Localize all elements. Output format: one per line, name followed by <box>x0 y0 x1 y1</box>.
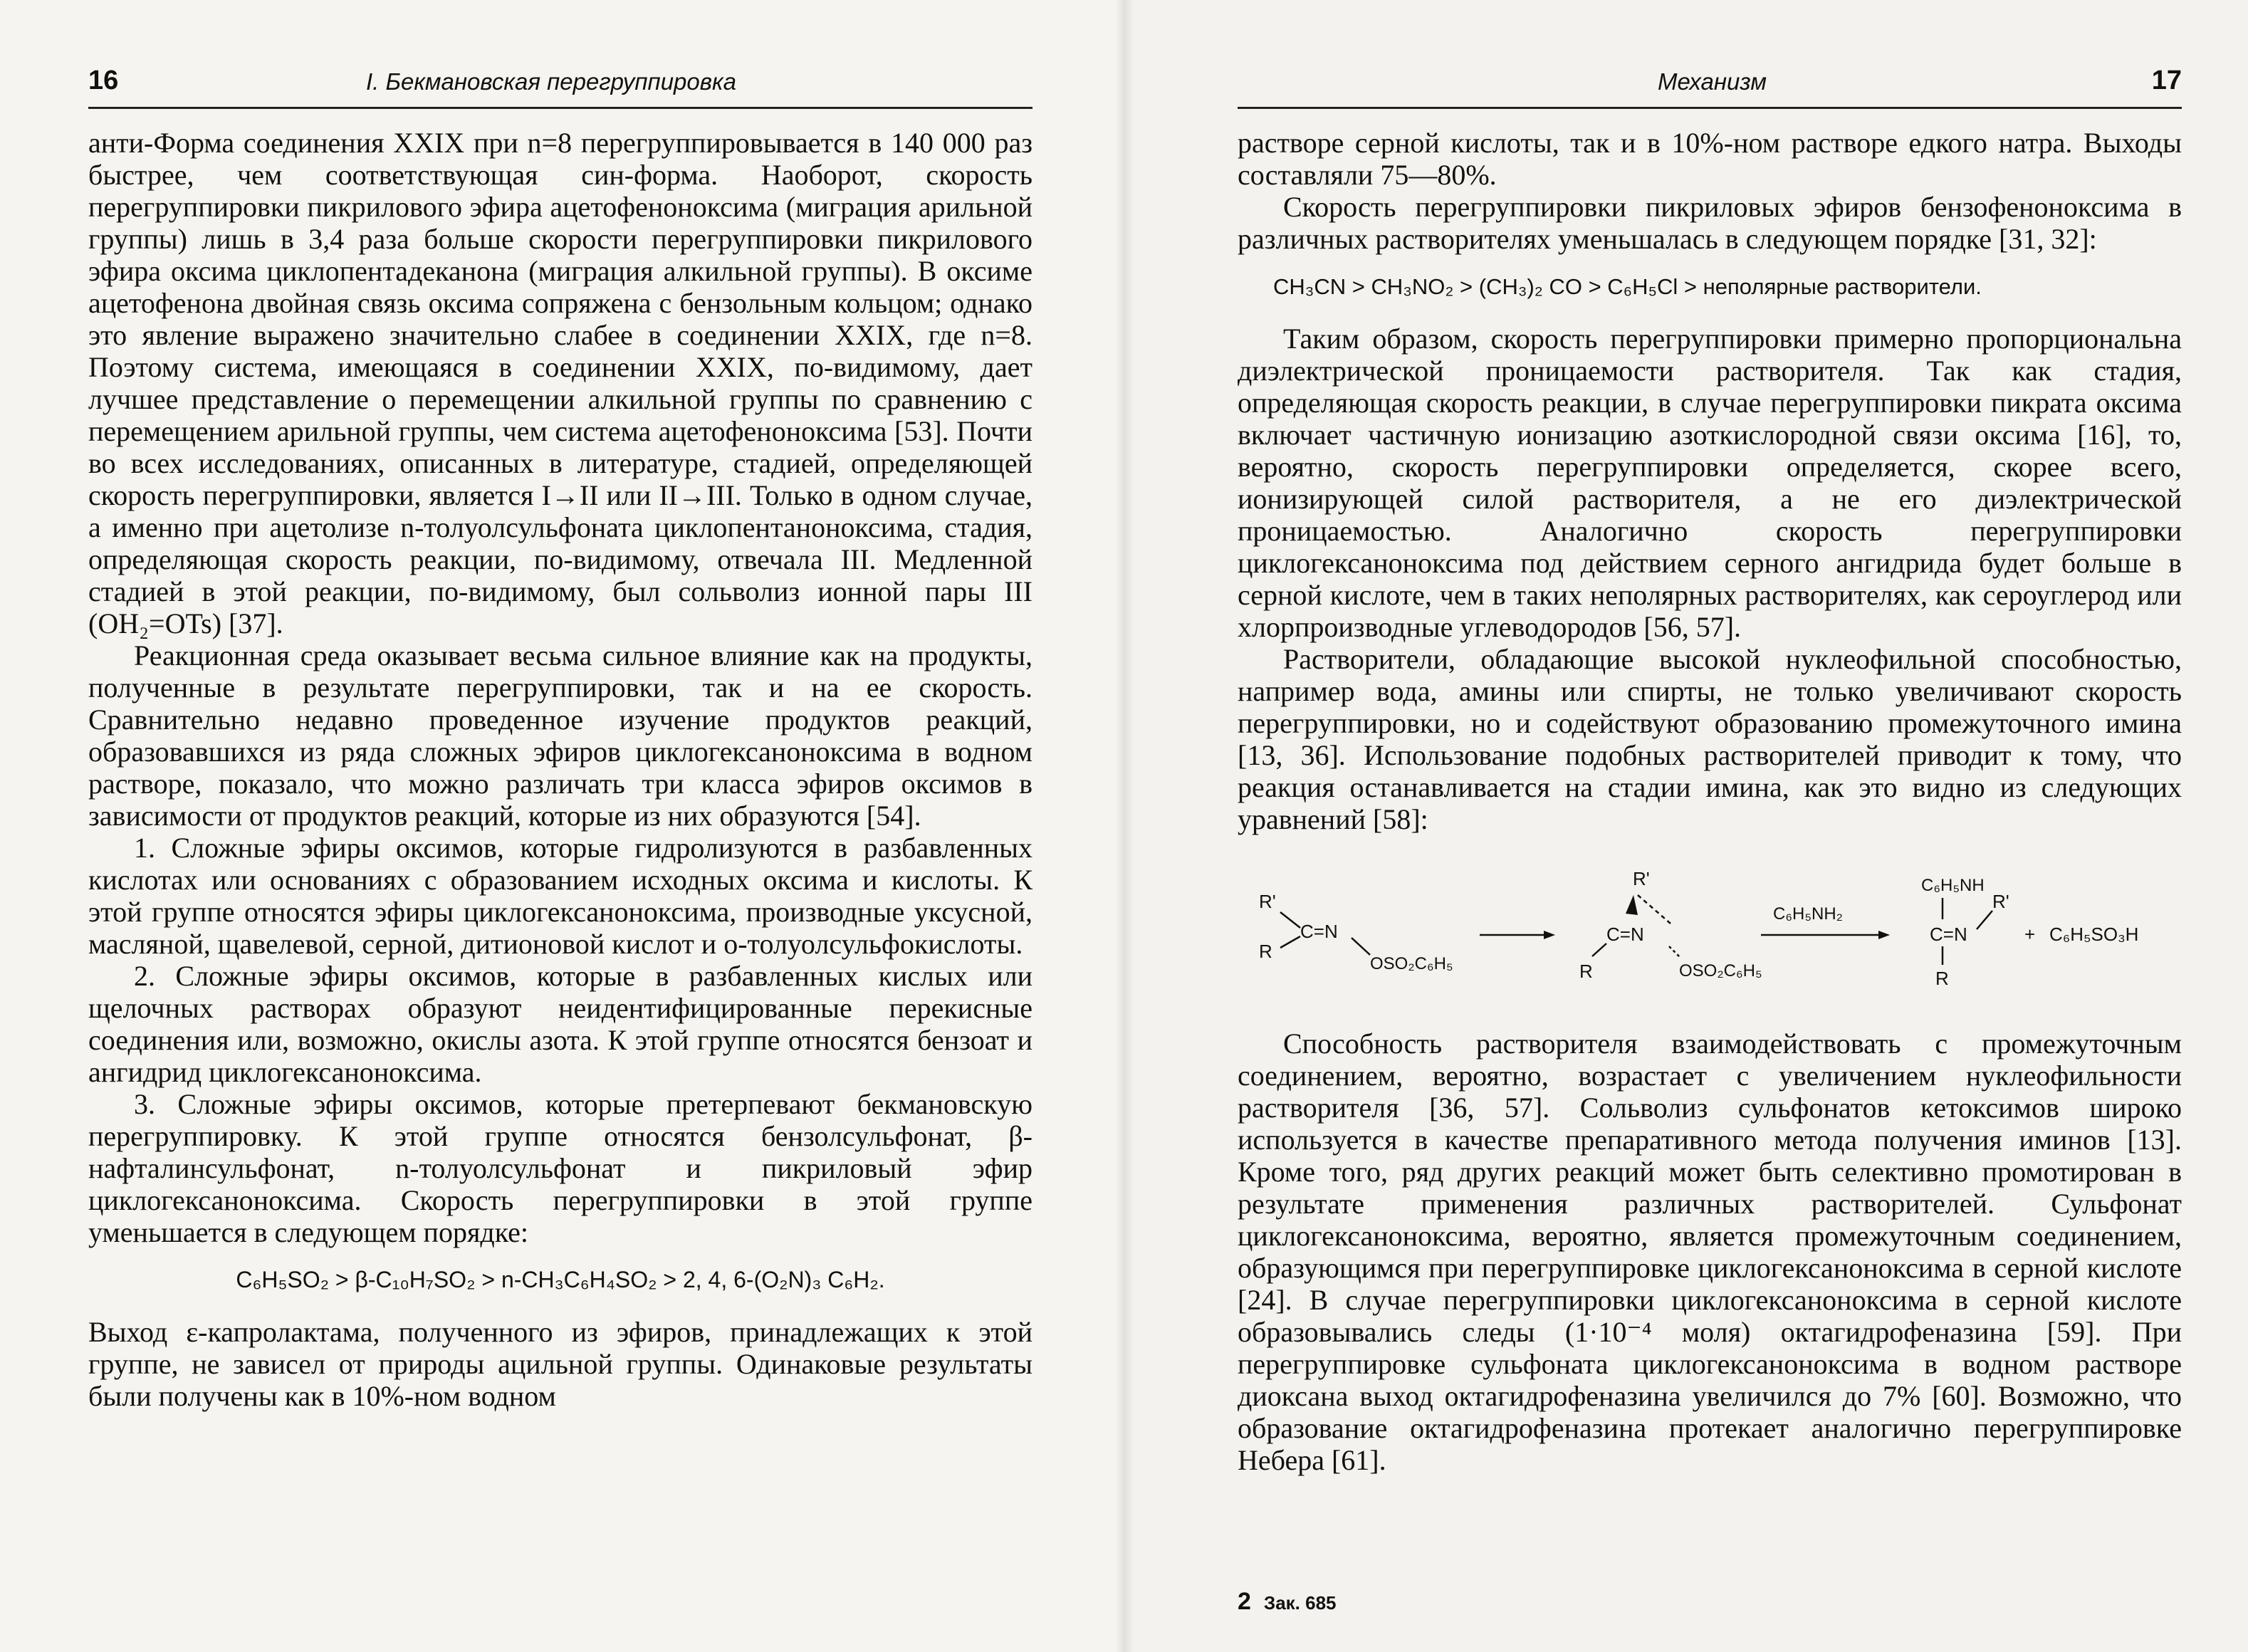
reaction-scheme-drawing <box>1238 864 2182 999</box>
scheme-cn: C=N <box>1300 921 1338 942</box>
scheme-r-prime-intermediate: R' <box>1633 868 1650 889</box>
scheme-oso2-intermediate: OSO₂C₆H₅ <box>1679 961 1762 981</box>
paragraph: Таким образом, скорость перегруппировки примерно пропорциональна диэлектрической проницаемости растворителя. Так как стадия, определяющая скорость реакции, в случае перегруппировки пикрата оксима включает частичную ионизацию азоткислородной связи оксима [16], то, вероятно, скорость перегруппировки определяется, скорее всего, ионизирующей силой растворителя, а не его диэлектрической проницаемостью. Аналогично скорость перегруппировки циклогексаноноксима под действием серного ангидрида будет больше в серной кислоте, чем в таких неполярных растворителях, как сероуглерод или хлорпроизводные углеводородов [56, 57]. <box>1238 323 2182 643</box>
running-title: Механизм <box>1658 68 1767 95</box>
reaction-scheme <box>1238 864 2182 999</box>
scheme-oso2: OSO₂C₆H₅ <box>1370 954 1453 973</box>
scheme-reagent: C₆H₅NH₂ <box>1773 904 1843 924</box>
paragraph: Способность растворителя взаимодействовать с промежуточным соединением, вероятно, возрастает с увеличением нуклеофильности растворителя [36, 57]. Сольволиз сульфонатов кетоксимов широко используется в качестве препаративного метода получения иминов [13]. Кроме того, ряд других реакций может быть селективно промотирован в результате применения различных растворителей. Сульфонат циклогексаноноксима, вероятно, является промежуточным соединением, образующимся при перегруппировке циклогексаноноксима в серной кислоте [24]. В случае перегруппировки циклогексаноноксима в серной кислоте образовывались следы (1·10⁻⁴ моля) октагидрофеназина [59]. При перегруппировке сульфоната циклогексаноноксима в водном растворе диоксана выход октагидрофеназина увеличился до 7% [60]. Возможно, что образование октагидрофеназина протекает аналогично перегруппировке Небера [61]. <box>1238 1028 2182 1476</box>
scheme-cn-product: C=N <box>1930 924 1967 945</box>
paragraph: Растворители, обладающие высокой нуклеофильной способностью, например вода, амины или спирты, не только увеличивают скорость перегруппировки, но и содействуют образованию промежуточного имина [13, 36]. Использование подобных растворителей приводит к тому, что реакция останавливается на стадии имина, как это видно из следующих уравнений [58]: <box>1238 643 2182 835</box>
page-number: 16 <box>88 66 119 95</box>
scheme-r-product: R <box>1935 968 1949 989</box>
paragraph: Реакционная среда оказывает весьма сильное влияние как на продукты, полученные в результате перегруппировки, так и на ее скорость. Сравнительно недавно проведенное изучение продуктов реакций, образовавшихся из ряда сложных эфиров циклогексаноноксима в водном растворе, показало, что можно различать три класса эфиров оксимов в зависимости от продуктов реакций, которые из них образуются [54]. <box>88 639 1032 832</box>
scheme-byproduct: C₆H₅SO₃H <box>2049 924 2139 945</box>
scheme-plus: + <box>2024 924 2036 945</box>
paragraph: 3. Сложные эфиры оксимов, которые претерпевают бекмановскую перегруппировку. К этой группе относятся бензолсульфонат, β-нафталинсульфонат, n-толуолсульфонат и пикриловый эфир циклогексаноноксима. Скорость перегруппировки в этой группе уменьшается в следующем порядке: <box>88 1088 1032 1248</box>
formula-sulfonate-order: C₆H₅SO₂ > β-C₁₀H₇SO₂ > n-CH₃C₆H₄SO₂ > 2, 4, 6-(O₂N)₃ C₆H₂. <box>236 1267 885 1292</box>
order-number: Зак. 685 <box>1263 1592 1337 1614</box>
paragraph: Скорость перегруппировки пикриловых эфиров бензофеноноксима в различных растворителях уменьшалась в следующем порядке [31, 32]: <box>1238 191 2182 255</box>
scheme-r-prime: R' <box>1259 891 1276 912</box>
paragraph: Выход ε-капролактама, полученного из эфиров, принадлежащих к этой группе, не зависел от природы ацильной группы. Одинаковые результаты были получены как в 10%-ном водном <box>88 1316 1032 1412</box>
signature-mark <box>1238 1588 1337 1616</box>
left-header <box>88 66 1032 109</box>
scheme-cn-intermediate: C=N <box>1606 924 1644 945</box>
paragraph: растворе серной кислоты, так и в 10%-ном растворе едкого натра. Выходы составляли 75—80%. <box>1238 127 2182 191</box>
book-gutter <box>1115 0 1134 1652</box>
right-header <box>1238 66 2182 109</box>
formula-solvent-order: CH₃CN > CH₃NO₂ > (CH₃)₂ CO > C₆H₅Cl > неполярные растворители. <box>1273 274 1982 299</box>
right-page <box>1124 0 2248 1652</box>
right-body <box>1238 127 2182 1476</box>
paragraph: анти-Форма соединения XXIX при n=8 перегруппировывается в 140 000 раз быстрее, чем соответствующая син-форма. Наоборот, скорость перегруппировки пикрилового эфира ацетофеноноксима (миграция арильной группы) лишь в 3,4 раза больше скорости перегруппировки пикрилового эфира оксима циклопентадеканона (миграция алкильной группы). В оксиме ацетофенона двойная связь оксима сопряжена с бензольным кольцом; однако это явление выражено значительно слабее в соединении XXIX, где n=8. Поэтому система, имеющаяся в соединении XXIX, по-видимому, дает лучшее представление о перемещении алкильной группы по сравнению с перемещением арильной группы, чем система ацетофеноноксима [53]. Почти во всех исследованиях, описанных в литературе, стадией, определяющей скорость перегруппировки, является I→II или II→III. Только в одном случае, а именно при ацетолизе n-толуолсульфоната циклопентаноноксима, стадия, определяющая скорость реакции, по-видимому, отвечала III. Медленной стадией в этой реакции, по-видимому, был сольволиз ионной пары III (OH₂=OTs) [37]. <box>88 127 1032 639</box>
scheme-r-intermediate: R <box>1579 961 1593 982</box>
scheme-c6h5nh: C₆H₅NH <box>1921 876 1985 895</box>
paragraph: 2. Сложные эфиры оксимов, которые в разбавленных кислых или щелочных растворах образуют неидентифицированные перекисные соединения или, возможно, окислы азота. К этой группе относятся бензоат и ангидрид циклогексаноноксима. <box>88 960 1032 1088</box>
page-number: 17 <box>2151 66 2182 95</box>
paragraph: 1. Сложные эфиры оксимов, которые гидролизуются в разбавленных кислотах или основаниях с образованием исходных оксима и кислоты. К этой группе относятся эфиры циклогексаноноксима, производные уксусной, масляной, щавелевой, серной, дитионовой кислот и о-толуолсульфокислоты. <box>88 832 1032 960</box>
sheet-number: 2 <box>1238 1588 1251 1615</box>
scheme-r: R <box>1259 941 1272 962</box>
running-title: I. Бекмановская перегруппировка <box>366 68 736 95</box>
scheme-r-prime-product: R' <box>1992 891 2009 912</box>
left-body <box>88 127 1032 1412</box>
